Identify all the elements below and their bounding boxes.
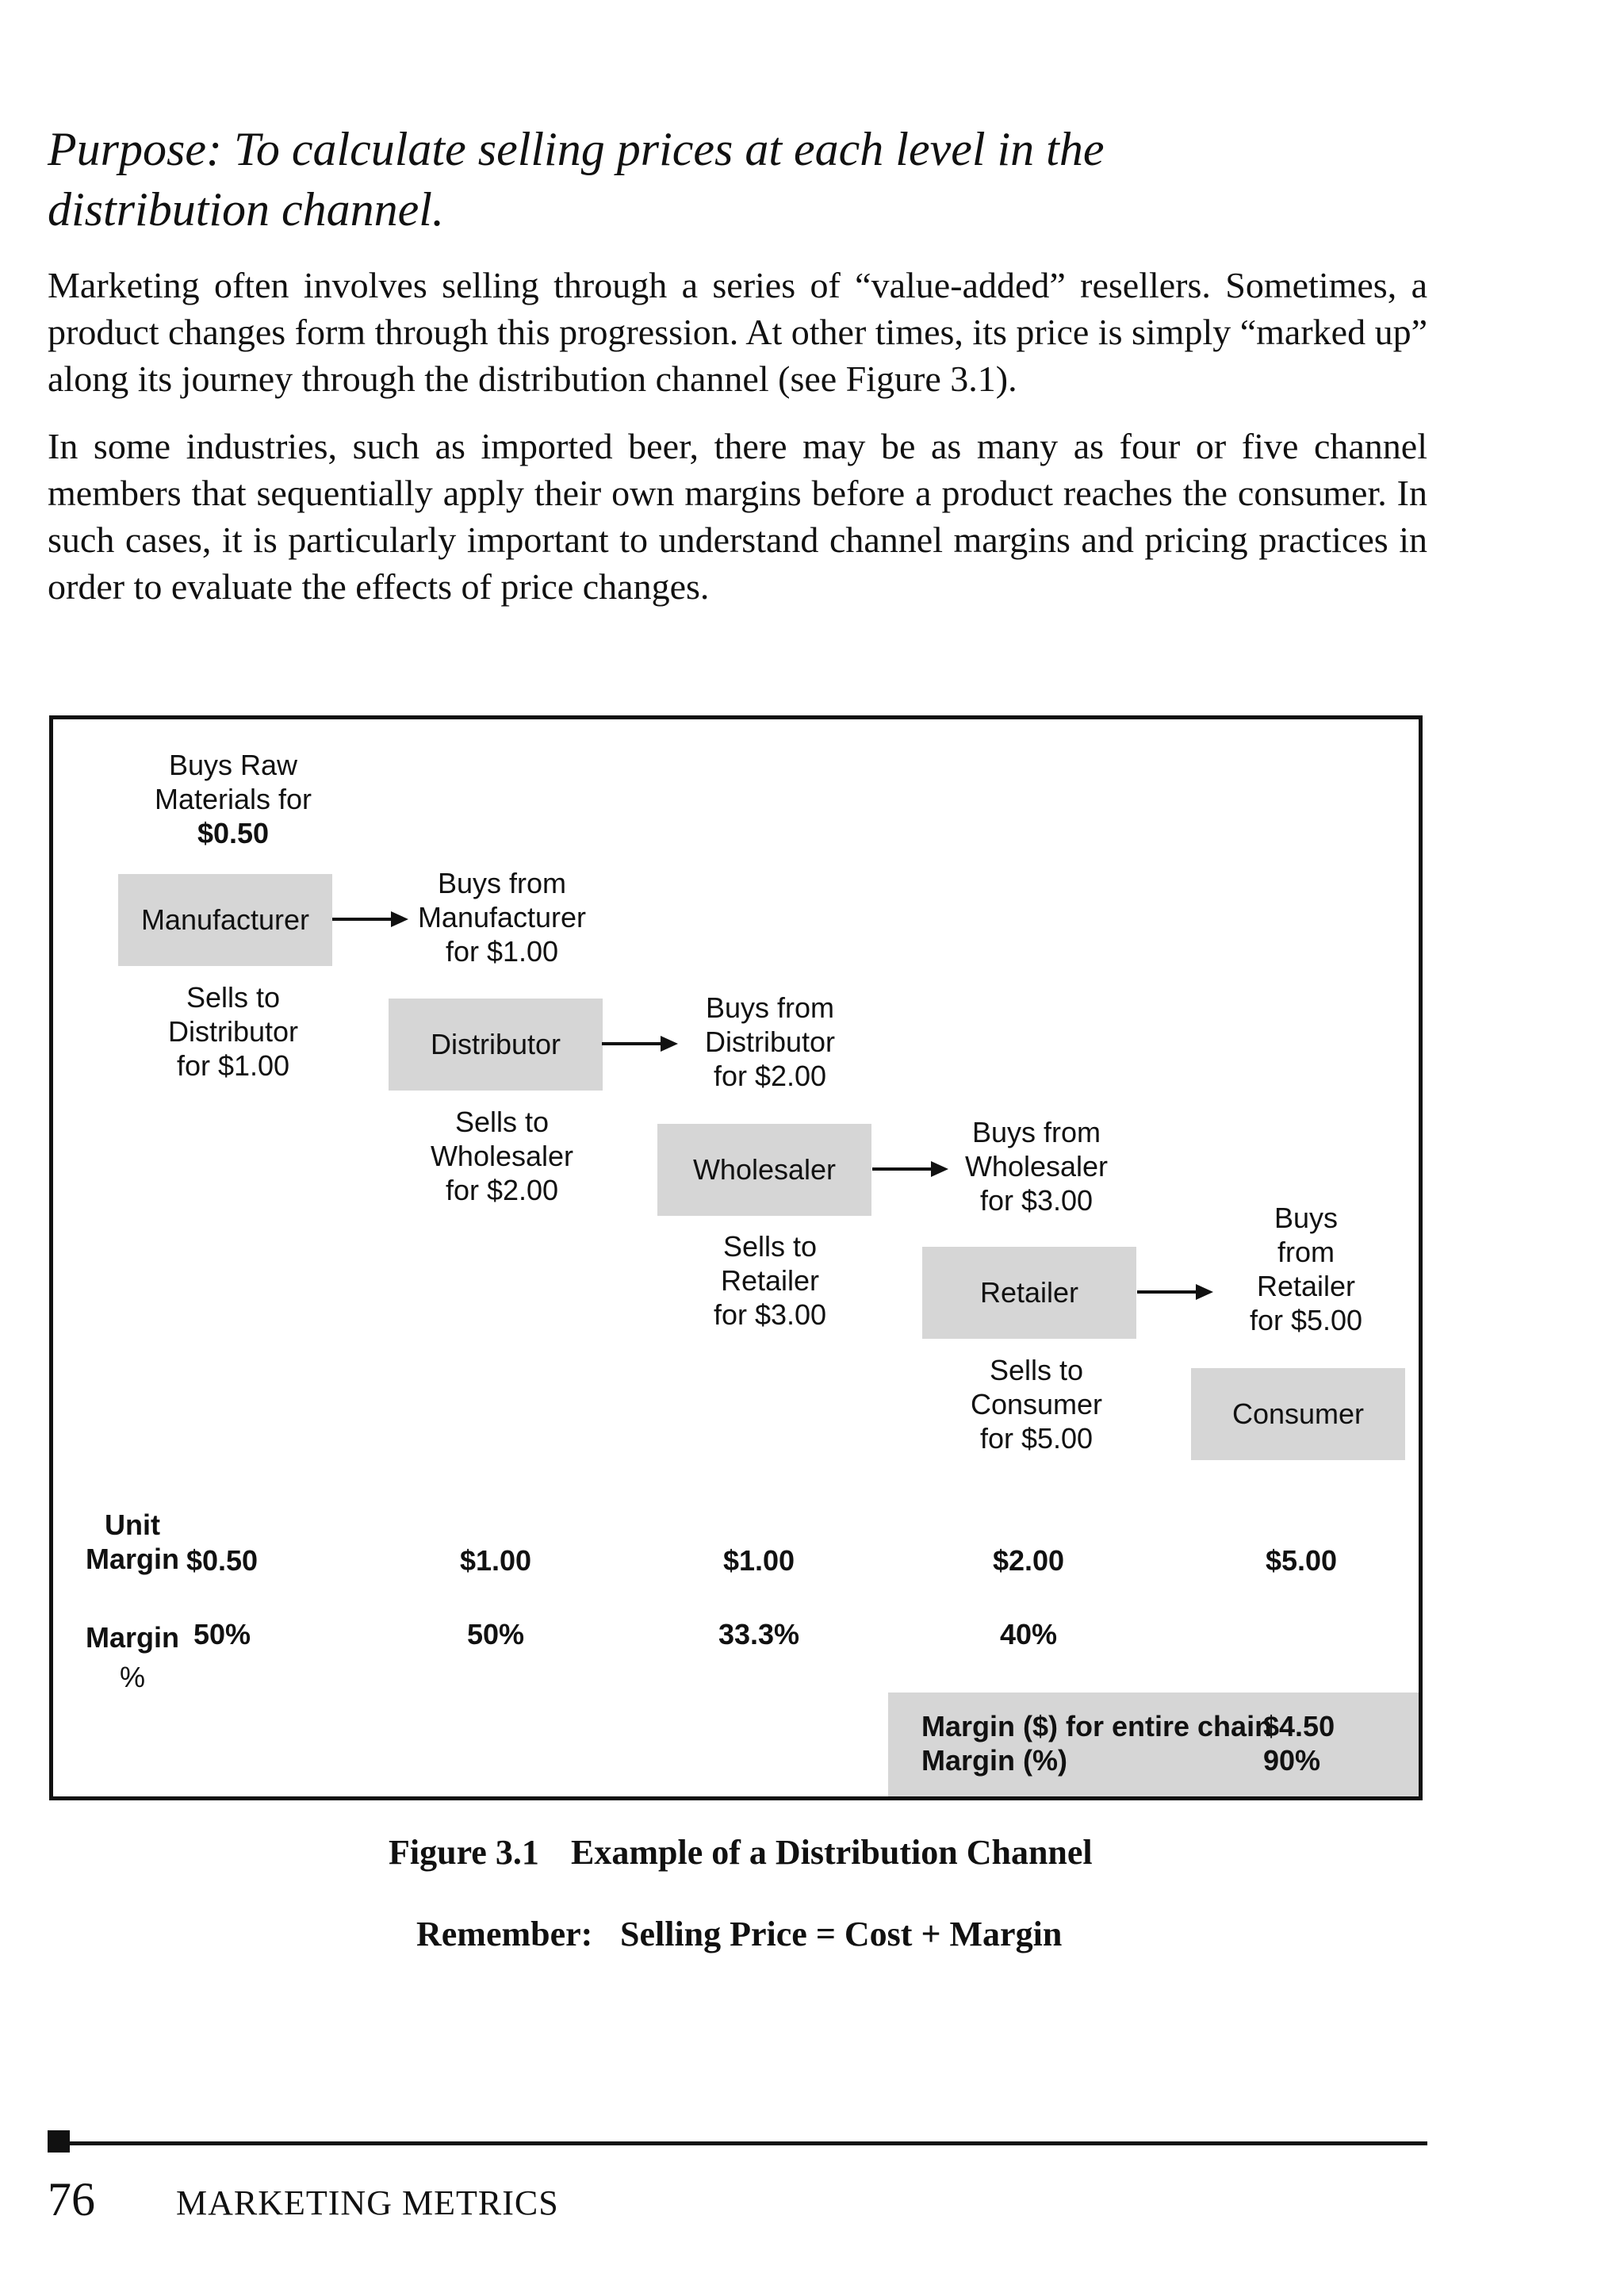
unit-margin-label: Unit Margin bbox=[85, 1509, 179, 1575]
stage-wholesaler: Wholesaler bbox=[657, 1124, 871, 1216]
buys-label-retailer: Buys from Wholesaler for $3.00 bbox=[964, 1116, 1109, 1217]
sells-label-wholesaler: Sells to Retailer for $3.00 bbox=[713, 1230, 827, 1331]
margin-pct-label: Margin % bbox=[85, 1621, 179, 1693]
chain-pct-label: Margin (%) bbox=[921, 1744, 1067, 1777]
unit-margin-distributor: $1.00 bbox=[459, 1544, 532, 1577]
footer-rule bbox=[48, 2141, 1427, 2145]
unit-margin-manufacturer: $0.50 bbox=[186, 1544, 259, 1577]
chain-dollar-label: Margin ($) for entire chain bbox=[921, 1710, 1273, 1742]
chain-margin-summary bbox=[888, 1693, 1419, 1796]
stage-distributor: Distributor bbox=[389, 999, 603, 1091]
margin-pct-manufacturer: 50% bbox=[193, 1618, 251, 1650]
remember-label: Remember: bbox=[416, 1915, 593, 1953]
buys-label-consumer: Buys from Retailer for $5.00 bbox=[1249, 1202, 1363, 1336]
running-footer-title: MARKETING METRICS bbox=[176, 2183, 559, 2222]
margin-pct-retailer: 40% bbox=[999, 1618, 1058, 1650]
sells-label-manufacturer: Sells to Distributor for $1.00 bbox=[167, 981, 299, 1082]
page-number: 76 bbox=[48, 2173, 95, 2225]
stage-consumer: Consumer bbox=[1191, 1368, 1405, 1460]
purpose-heading: Purpose: To calculate selling prices at each level in the distribution channel. bbox=[48, 123, 1105, 236]
distribution-channel-figure bbox=[49, 715, 1423, 1800]
raw-materials-label: Buys Raw Materials for $0.50 bbox=[154, 749, 312, 849]
sells-label-retailer: Sells to Consumer for $5.00 bbox=[970, 1354, 1103, 1455]
figure-caption-number: Figure 3.1 bbox=[389, 1833, 539, 1872]
unit-margin-consumer: $5.00 bbox=[1265, 1544, 1338, 1577]
remember-formula: Selling Price = Cost + Margin bbox=[620, 1915, 1063, 1953]
body-paragraph-2: In some industries, such as imported beer, there may be as many as four or five channel members that sequentially apply their own margins before a product reaches the consumer. In such cases, it is particularly important to understand channel margins and pricing practices in order to evaluate the effects of price changes. bbox=[48, 426, 1427, 607]
sells-label-distributor: Sells to Wholesaler for $2.00 bbox=[430, 1106, 574, 1206]
body-paragraph-1: Marketing often involves selling through a series of “value-added” resellers. Sometimes, a product changes form through this progression. At other times, its price is simply “marked up” along its journey through the distribution channel (see Figure 3.1). bbox=[48, 265, 1428, 399]
unit-margin-wholesaler: $1.00 bbox=[722, 1544, 795, 1577]
stage-manufacturer: Manufacturer bbox=[118, 874, 332, 966]
chain-pct-value: 90% bbox=[1263, 1744, 1321, 1777]
unit-margin-retailer: $2.00 bbox=[992, 1544, 1065, 1577]
margin-pct-wholesaler: 33.3% bbox=[718, 1618, 800, 1650]
figure-caption-title: Example of a Distribution Channel bbox=[571, 1833, 1093, 1872]
buys-label-distributor: Buys from Manufacturer for $1.00 bbox=[417, 867, 587, 968]
chain-dollar-value: $4.50 bbox=[1263, 1710, 1335, 1742]
margin-pct-distributor: 50% bbox=[466, 1618, 525, 1650]
stage-retailer: Retailer bbox=[922, 1247, 1136, 1339]
buys-label-wholesaler: Buys from Distributor for $2.00 bbox=[704, 991, 836, 1092]
